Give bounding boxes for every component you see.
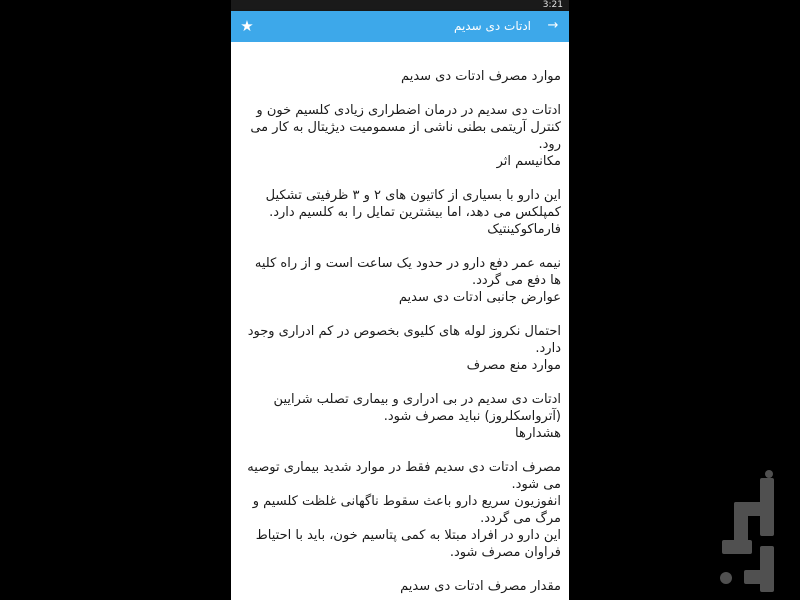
status-time: 3:21 <box>542 0 563 10</box>
article-paragraph <box>241 391 561 442</box>
article-line: این دارو در افراد مبتلا به کمی پتاسیم خون، باید با احتیاط فراوان مصرف شود. <box>255 528 561 560</box>
article-line: عوارض جانبی ادتات دی سدیم <box>398 290 561 305</box>
bazaar-logo <box>714 470 790 592</box>
status-bar <box>231 0 569 11</box>
article-paragraph <box>241 323 561 374</box>
article-text <box>241 68 561 600</box>
article-paragraph <box>241 459 561 561</box>
arrow-right-icon: → <box>547 18 559 33</box>
back-button[interactable] <box>543 16 563 36</box>
article-paragraph <box>241 187 561 238</box>
article-line: موارد منع مصرف <box>466 358 561 373</box>
page-title: ادتات دی سدیم <box>453 19 531 33</box>
article-paragraph <box>241 255 561 306</box>
favorite-button[interactable] <box>237 16 257 36</box>
article-line: انفوزیون سریع دارو باعث سقوط ناگهانی غلظت کلسیم و مرگ می گردد. <box>252 494 561 526</box>
article-line: موارد مصرف ادتات دی سدیم <box>401 69 561 84</box>
article-line: احتمال نکروز لوله های کلیوی بخصوص در کم ادراری وجود دارد. <box>247 324 561 356</box>
article-line: مصرف ادتات دی سدیم فقط در موارد شدید بیماری توصیه می شود. <box>247 460 561 492</box>
article-line: این دارو با بسیاری از کاتیون های ۲ و ۳ ظرفیتی تشکیل کمپلکس می دهد، اما بیشترین تمایل را به کلسیم دارد. <box>265 188 561 220</box>
article-line: نیمه عمر دفع دارو در حدود یک ساعت است و از راه کلیه ها دفع می گردد. <box>254 256 561 288</box>
content-area[interactable] <box>231 42 569 600</box>
article-paragraph <box>241 102 561 170</box>
article-line: ادتات دی سدیم در درمان اضطراری زیادی کلسیم خون و کنترل آریتمی بطنی ناشی از مسمومیت دیژیتال به کار می رود. <box>250 103 561 152</box>
article-line: مقدار مصرف ادتات دی سدیم <box>400 579 561 594</box>
article-line: ادتات دی سدیم در بی ادراری و بیماری تصلب شرایین (آترواسکلروز) نباید مصرف شود. <box>273 392 561 424</box>
article-paragraph <box>241 578 561 595</box>
article-line: مکانیسم اثر <box>496 154 561 169</box>
app-bar <box>231 11 569 42</box>
star-icon: ★ <box>240 17 254 35</box>
article-line: فارماکوکینتیک <box>487 222 561 237</box>
article-paragraph <box>241 68 561 85</box>
article-line: هشدارها <box>515 426 561 441</box>
